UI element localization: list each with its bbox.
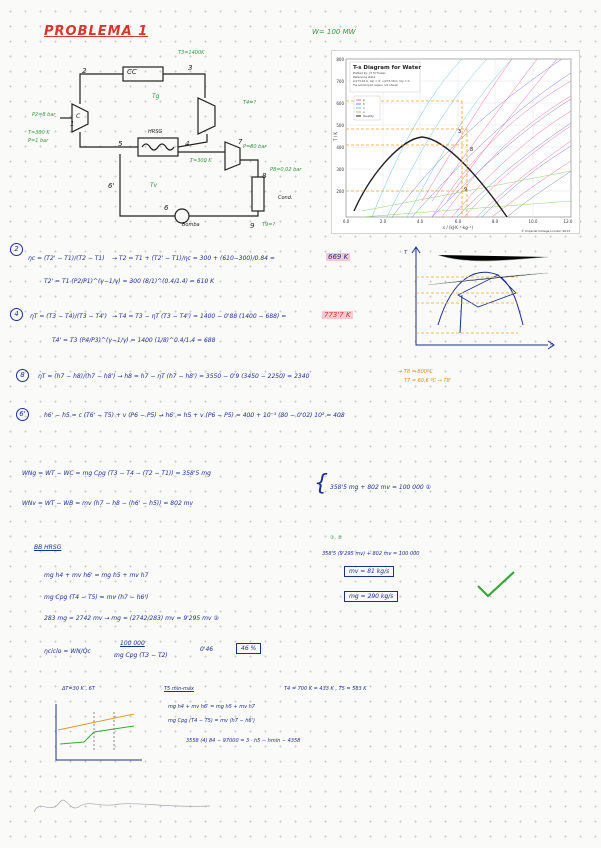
- section-2-number: 2: [10, 243, 23, 256]
- state-7: 7: [238, 138, 243, 146]
- xtick-2: 2.0: [379, 219, 387, 224]
- bottom-h1: ΔT=30 K , 6T: [62, 686, 95, 692]
- section-6p-number: 6': [16, 408, 29, 421]
- page-title: PROBLEMA 1: [44, 24, 149, 39]
- ytick-800: 800: [336, 57, 344, 62]
- diagram-point-3: 3: [458, 129, 462, 135]
- diagram-title: T-s Diagram for Water: [353, 65, 422, 71]
- bb-right-2: 358'5 (9'295 mv) + 802 mv = 100 000: [322, 551, 420, 557]
- work-vapor-eq: WNv = WT − WB = mv (h7 − h8 − (h6' − h5)) = 802 mv: [22, 500, 194, 507]
- state-6p: 6': [108, 182, 115, 190]
- work-gas-eq: WNg = WT − WC = mg Cpg (T3 − T4 − (T2 − T1)) = 358'5 mg: [22, 470, 211, 477]
- bb-right-1: ①, ②: [330, 535, 343, 541]
- xtick-12: 12.0: [563, 219, 573, 224]
- pinch-sketch: [54, 702, 144, 762]
- work-brace-eq: 358'5 mg + 802 mv = 100 000 ①: [330, 484, 432, 491]
- eff-approx: 0'46: [200, 646, 214, 653]
- section-8-eq: ηT = (h7 − h8)/(h7 − h8') → h8 = h7 − ηT (h7 − h8') = 3550 − 0'9 (3450 − 2250) = 2340: [38, 373, 310, 380]
- bb-eq2: mg Cpg (T4 − T5) = mv (h7 − h6'): [44, 594, 149, 601]
- legend-quality: Quality: [363, 114, 374, 118]
- section-4-eq1b: → T4 = T3 − ηT (T3 − T4') = 1400 − 0'88 (1400 − 688) =: [112, 313, 287, 320]
- result-mv: mv = 81 kg/s: [344, 566, 394, 577]
- state-1: 1: [70, 120, 75, 128]
- state-3: 3: [188, 64, 193, 72]
- note-t4: T4=?: [243, 100, 257, 106]
- y-axis-label: T / K: [333, 132, 338, 141]
- xtick-8: 8.0: [491, 219, 499, 224]
- state-6: 6: [164, 204, 169, 212]
- diagram-subtitle-1: Plotted by: J P M Trusler: [353, 71, 386, 75]
- diagram-subtitle-4: Tie solid-liquid region not shown: [353, 83, 399, 87]
- x-axis-label: s / (kJ·K⁻¹·kg⁻¹): [442, 225, 474, 230]
- ytick-200: 200: [336, 189, 344, 194]
- label-hrsg: HRSG: [148, 129, 163, 135]
- bb-eq1: mg h4 + mv h6' = mg h5 + mv h7: [44, 572, 149, 579]
- scribble: [30, 788, 250, 818]
- condenser-box: [252, 177, 264, 211]
- ytick-500: 500: [336, 123, 344, 128]
- bottom-e2: mg Cpg (T4 − T5) = mv (h7 − h6'): [168, 718, 255, 724]
- gas-turbine-symbol: [198, 98, 215, 134]
- state-9: 9: [250, 222, 255, 230]
- pump-symbol: [175, 209, 189, 223]
- legend-x: x: [363, 110, 365, 114]
- bottom-h2: T5 min-max: [164, 686, 194, 692]
- bottom-e3: 3558 (4) 84 − 97000 = 3 · h5 − hmin − 4358: [186, 738, 301, 744]
- eff-den: mg Cpg (T3 − T2): [114, 652, 168, 659]
- xtick-10: 10.0: [528, 219, 538, 224]
- eff-lhs: ηciclo = WN/Q̇c: [44, 648, 91, 655]
- result-mg: mg = 290 kg/s: [344, 591, 398, 602]
- note-p2: P2=8 bar: [32, 112, 56, 118]
- bb-eq3: 283 mg = 2742 mv → mg = (2742/283) mv = 9'295 mv ②: [44, 615, 219, 622]
- state-5: 5: [118, 140, 123, 148]
- section-2-eq1a: ηc = (T2' − T1)/(T2 − T1): [28, 255, 105, 262]
- bottom-e1: mg h4 + mv h6' = mg h5 + mv h7: [168, 704, 255, 710]
- sketch-s-label: S: [550, 343, 554, 349]
- section-8-side-1: → T8 = 800ºC: [398, 369, 433, 375]
- eff-result: 46 %: [236, 643, 261, 654]
- sketch-t-label: T: [404, 250, 408, 256]
- section-2-result: 669 K: [328, 253, 349, 261]
- bottom-h3: T4 = 700 K = 433 K , T5 = 583 K: [284, 686, 367, 692]
- section-4-number: 4: [10, 308, 23, 321]
- legend-p: p: [363, 98, 365, 102]
- note-p1: P=1 bar: [28, 138, 49, 144]
- section-8-side-2: T7 = 60,6 ºC → T8': [404, 378, 452, 384]
- legend-h: h: [363, 102, 365, 106]
- ytick-700: 700: [336, 79, 344, 84]
- note-t9: T9=?: [262, 222, 276, 228]
- label-cc: CC: [127, 68, 137, 76]
- section-8-number: 8: [16, 369, 29, 382]
- section-4-eq1a: ηT = (T3 − T4)/(T3 − T4'): [30, 313, 107, 320]
- copyright: © Imperial College London 2013: [521, 229, 570, 233]
- note-p7: P=80 bar: [243, 144, 267, 150]
- state-8: 8: [262, 172, 267, 180]
- section-2-eq2: T2' = T1 (P2/P1)^(γ−1/γ) = 300 (8/1)^(0.4/1.4) = 610 K: [44, 278, 215, 285]
- eff-num: 100 000: [120, 640, 145, 647]
- ytick-300: 300: [336, 167, 344, 172]
- state-4: 4: [185, 140, 190, 148]
- xtick-0: 0.0: [342, 219, 350, 224]
- diagram-subtitle-3: s(273.16 K, liq) = 0; u(273.16 K, liq) = 0: [353, 79, 410, 83]
- xtick-4: 4.0: [416, 219, 424, 224]
- diagram-point-8: 8: [470, 147, 474, 153]
- note-t3: T3=1400K: [178, 50, 205, 56]
- note-p8: P8=0,02 bar: [270, 167, 302, 173]
- ytick-400: 400: [336, 145, 344, 150]
- section-6p-eq: h6' − h5 = c (T6' − T5) + v (P6 − P5) → h6' = h5 + v (P6 − P5) = 400 + 10⁻³ (80 − 0'02) 10² = 408: [44, 412, 345, 419]
- label-comp: C: [76, 113, 81, 120]
- work-brace: {: [314, 471, 328, 496]
- section-2-eq1b: → T2 = T1 + (T2' − T1)/ηc = 300 + (610−300)/0.84 =: [112, 255, 275, 262]
- bb-heading: BB HRSG: [34, 544, 62, 551]
- label-tg: Tg: [152, 93, 160, 100]
- ts-sketch: [398, 245, 568, 355]
- section-4-eq2: T4' = T3 (P4/P3)^(γ−1/γ) = 1400 (1/8)^0.4/1.4 = 688: [52, 337, 216, 344]
- section-4-result: 773'7 K: [324, 311, 351, 319]
- steam-turbine-symbol: [225, 142, 240, 170]
- label-bomba: Bomba: [182, 222, 200, 228]
- ytick-600: 600: [336, 101, 344, 106]
- diagram-subtitle-2: Reference state:: [353, 75, 377, 79]
- checkmark-icon: [476, 570, 516, 600]
- legend-v: v: [363, 106, 365, 110]
- note-t1: T=300 K: [28, 130, 50, 136]
- note-t5: T=300 K: [190, 158, 212, 164]
- state-2: 2: [82, 67, 87, 75]
- xtick-6: 6.0: [454, 219, 462, 224]
- power-note: W= 100 MW: [312, 28, 356, 36]
- ts-diagram: [331, 50, 580, 234]
- diagram-point-9: 9: [464, 187, 468, 193]
- label-cond: Cond.: [278, 195, 293, 201]
- label-tv: Tv: [150, 182, 158, 189]
